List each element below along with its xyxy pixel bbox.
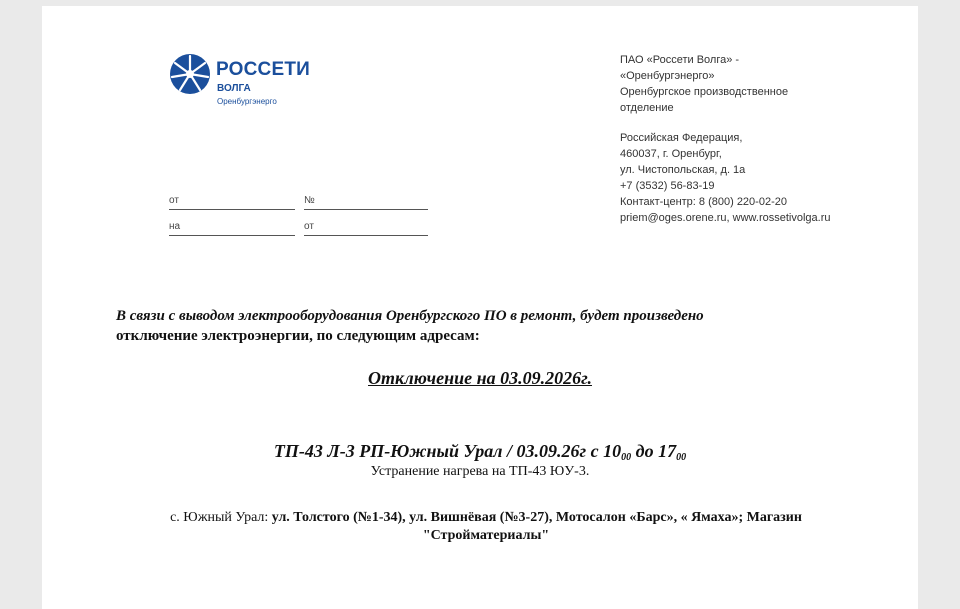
reply-to-field[interactable] <box>169 221 295 236</box>
outage-date-heading: Отключение на 03.09.2026г. <box>368 368 592 388</box>
document-page <box>42 6 918 609</box>
line-to-text: до 17 <box>631 441 677 461</box>
logo-branch: Оренбургэнерго <box>217 97 277 106</box>
logo-wordmark: РОССЕТИ <box>216 59 310 80</box>
reply-date-label: от <box>304 221 314 232</box>
number-field[interactable] <box>304 195 428 210</box>
address-line: Российская Федерация, <box>620 132 743 144</box>
power-line-heading <box>42 441 918 463</box>
org-line: «Оренбургэнерго» <box>620 70 715 82</box>
org-line: отделение <box>620 102 674 114</box>
rosseti-emblem-icon <box>169 53 211 95</box>
address-line: ул. Чистопольская, д. 1а <box>620 164 746 176</box>
contact-center-line: Контакт-центр: 8 (800) 220-02-20 <box>620 196 787 208</box>
intro-italic-text: В связи с выводом электрооборудования Оренбургского ПО в ремонт, будет произведено <box>116 308 704 324</box>
reply-date-field[interactable] <box>304 221 428 236</box>
company-logo <box>169 53 309 123</box>
notice-intro <box>116 306 856 346</box>
date-from-field[interactable] <box>169 195 295 210</box>
address-prefix: с. Южный Урал: <box>170 510 272 525</box>
address-tail: "Стройматериалы" <box>422 528 550 543</box>
logo-subtitle: ВОЛГА <box>217 83 251 94</box>
email-web-line: priem@oges.orene.ru, www.rossetivolga.ru <box>620 212 831 224</box>
outage-reason: Устранение нагрева на ТП-43 ЮУ-3. <box>370 464 590 479</box>
intro-rest-text: отключение электроэнергии, по следующим адресам: <box>116 328 480 344</box>
number-label: № <box>304 195 315 206</box>
end-minutes: 00 <box>676 452 687 463</box>
date-from-label: от <box>169 195 179 206</box>
reply-to-label: на <box>169 221 181 232</box>
address-body: ул. Толстого (№1-34), ул. Вишнёвая (№3-27), Мотосалон «Барс», « Ямаха»; Магазин <box>271 510 802 525</box>
start-minutes: 00 <box>621 452 632 463</box>
organization-info <box>620 52 910 226</box>
org-line: Оренбургское производственное <box>620 86 789 98</box>
affected-addresses <box>116 509 856 545</box>
line-main-text: ТП-43 Л-3 РП-Южный Урал / 03.09.26г с 10 <box>273 441 622 461</box>
address-line: 460037, г. Оренбург, <box>620 148 722 160</box>
phone-line: +7 (3532) 56-83-19 <box>620 180 715 192</box>
org-line: ПАО «Россети Волга» - <box>620 54 740 66</box>
